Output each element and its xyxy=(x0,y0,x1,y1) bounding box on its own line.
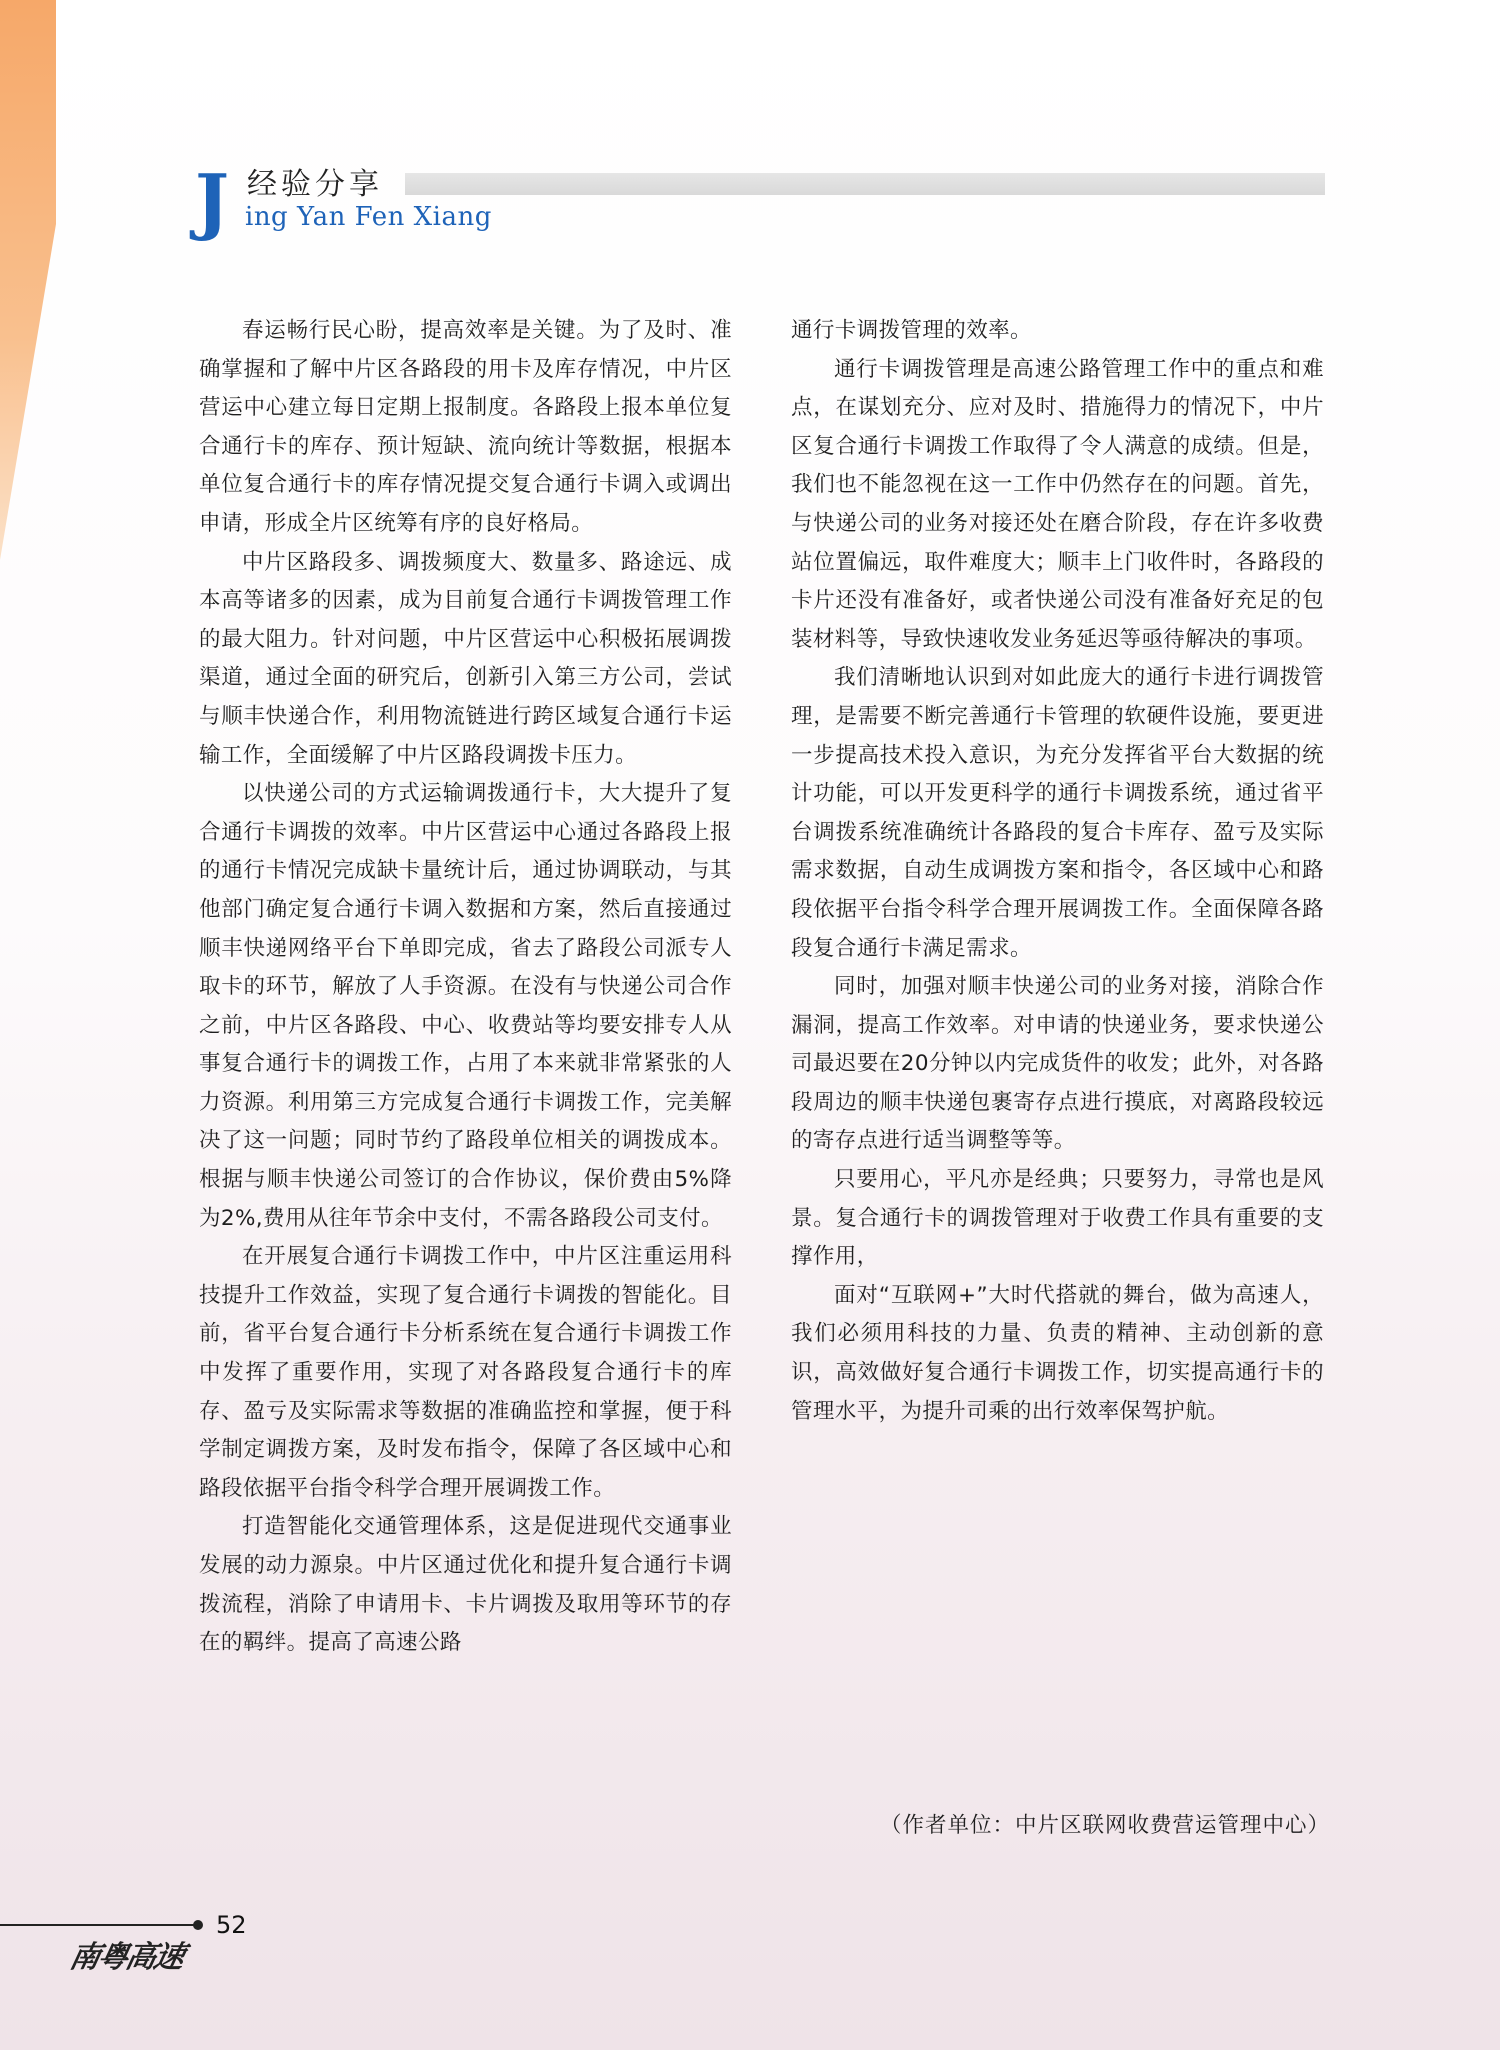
author-affiliation: （作者单位：中片区联网收费营运管理中心） xyxy=(879,1813,1330,1838)
paragraph: 我们清晰地认识到对如此庞大的通行卡进行调拨管理，是需要不断完善通行卡管理的软硬件设施，要更进一步提高技术投入意识，为充分发挥省平台大数据的统计功能，可以开发更科学的通行卡调拨系统，通过省平台调拨系统准确统计各路段的复合卡库存、盈亏及实际需求数据，自动生成调拨方案和指令，各区域中心和路段依据平台指令科学合理开展调拨工作。全面保障各路段复合通行卡满足需求。 xyxy=(791,665,1324,961)
footer-rule xyxy=(0,1924,198,1926)
paragraph-continuation: 通行卡调拨管理的效率。 xyxy=(791,318,1032,343)
footer-rule-dot xyxy=(193,1920,203,1930)
section-header xyxy=(195,158,1325,243)
left-text-column xyxy=(199,312,732,1663)
paragraph: 春运畅行民心盼，提高效率是关键。为了及时、准确掌握和了解中片区各路段的用卡及库存情况，中片区营运中心建立每日定期上报制度。各路段上报本单位复合通行卡的库存、预计短缺、流向统计等数据，根据本单位复合通行卡的库存情况提交复合通行卡调入或调出申请，形成全片区统筹有序的良好格局。 xyxy=(199,318,732,536)
paragraph: 打造智能化交通管理体系，这是促进现代交通事业发展的动力源泉。中片区通过优化和提升复合通行卡调拨流程，消除了申请用卡、卡片调拨及取用等环节的存在的羁绊。提高了高速公路 xyxy=(199,1514,732,1656)
paragraph: 以快递公司的方式运输调拨通行卡，大大提升了复合通行卡调拨的效率。中片区营运中心通过各路段上报的通行卡情况完成缺卡量统计后，通过协调联动，与其他部门确定复合通行卡调入数据和方案，然后直接通过顺丰快递网络平台下单即完成，省去了路段公司派专人取卡的环节，解放了人手资源。在没有与快递公司合作之前，中片区各路段、中心、收费站等均要安排专人从事复合通行卡的调拨工作，占用了本来就非常紧张的人力资源。利用第三方完成复合通行卡调拨工作，完美解决了这一问题；同时节约了路段单位相关的调拨成本。根据与顺丰快递公司签订的合作协议，保价费由5%降为2%,费用从往年节余中支付，不需各路段公司支付。 xyxy=(199,781,732,1231)
paragraph: 在开展复合通行卡调拨工作中，中片区注重运用科技提升工作效益，实现了复合通行卡调拨的智能化。目前，省平台复合通行卡分析系统在复合通行卡调拨工作中发挥了重要作用，实现了对各路段复合通行卡的库存、盈亏及实际需求等数据的准确监控和掌握，便于科学制定调拨方案，及时发布指令，保障了各区域中心和路段依据平台指令科学合理开展调拨工作。 xyxy=(199,1244,732,1501)
decorative-corner-strip xyxy=(0,0,56,560)
header-gray-bar xyxy=(405,173,1325,195)
paragraph: 只要用心，平凡亦是经典；只要努力，寻常也是风景。复合通行卡的调拨管理对于收费工作具有重要的支撑作用， xyxy=(791,1167,1324,1270)
header-initial-letter: J xyxy=(195,158,230,243)
page-number: 52 xyxy=(216,1911,247,1939)
paragraph: 面对“互联网+”大时代搭就的舞台，做为高速人，我们必须用科技的力量、负责的精神、主动创新的意识，高效做好复合通行卡调拨工作，切实提高通行卡的管理水平，为提升司乘的出行效率保驾护航。 xyxy=(791,1282,1324,1424)
section-title-pinyin: ing Yan Fen Xiang xyxy=(245,202,492,232)
right-text-column xyxy=(791,312,1324,1431)
paragraph: 中片区路段多、调拨频度大、数量多、路途远、成本高等诸多的因素，成为目前复合通行卡调拨管理工作的最大阻力。针对问题，中片区营运中心积极拓展调拨渠道，通过全面的研究后，创新引入第三方公司，尝试与顺丰快递合作，利用物流链进行跨区域复合通行卡运输工作，全面缓解了中片区路段调拨卡压力。 xyxy=(199,549,732,768)
magazine-logo: 南粤高速 xyxy=(66,1940,186,1975)
paragraph: 同时，加强对顺丰快递公司的业务对接，消除合作漏洞，提高工作效率。对申请的快递业务，要求快递公司最迟要在20分钟以内完成货件的收发；此外，对各路段周边的顺丰快递包裹寄存点进行摸底，对离路段较远的寄存点进行适当调整等等。 xyxy=(791,974,1324,1154)
section-title-chinese: 经验分享 xyxy=(247,167,383,202)
paragraph: 通行卡调拨管理是高速公路管理工作中的重点和难点，在谋划充分、应对及时、措施得力的情况下，中片区复合通行卡调拨工作取得了令人满意的成绩。但是，我们也不能忽视在这一工作中仍然存在的问题。首先，与快递公司的业务对接还处在磨合阶段，存在许多收费站位置偏远，取件难度大；顺丰上门收件时，各路段的卡片还没有准备好，或者快递公司没有准备好充足的包装材料等，导致快速收发业务延迟等亟待解决的事项。 xyxy=(791,356,1324,652)
